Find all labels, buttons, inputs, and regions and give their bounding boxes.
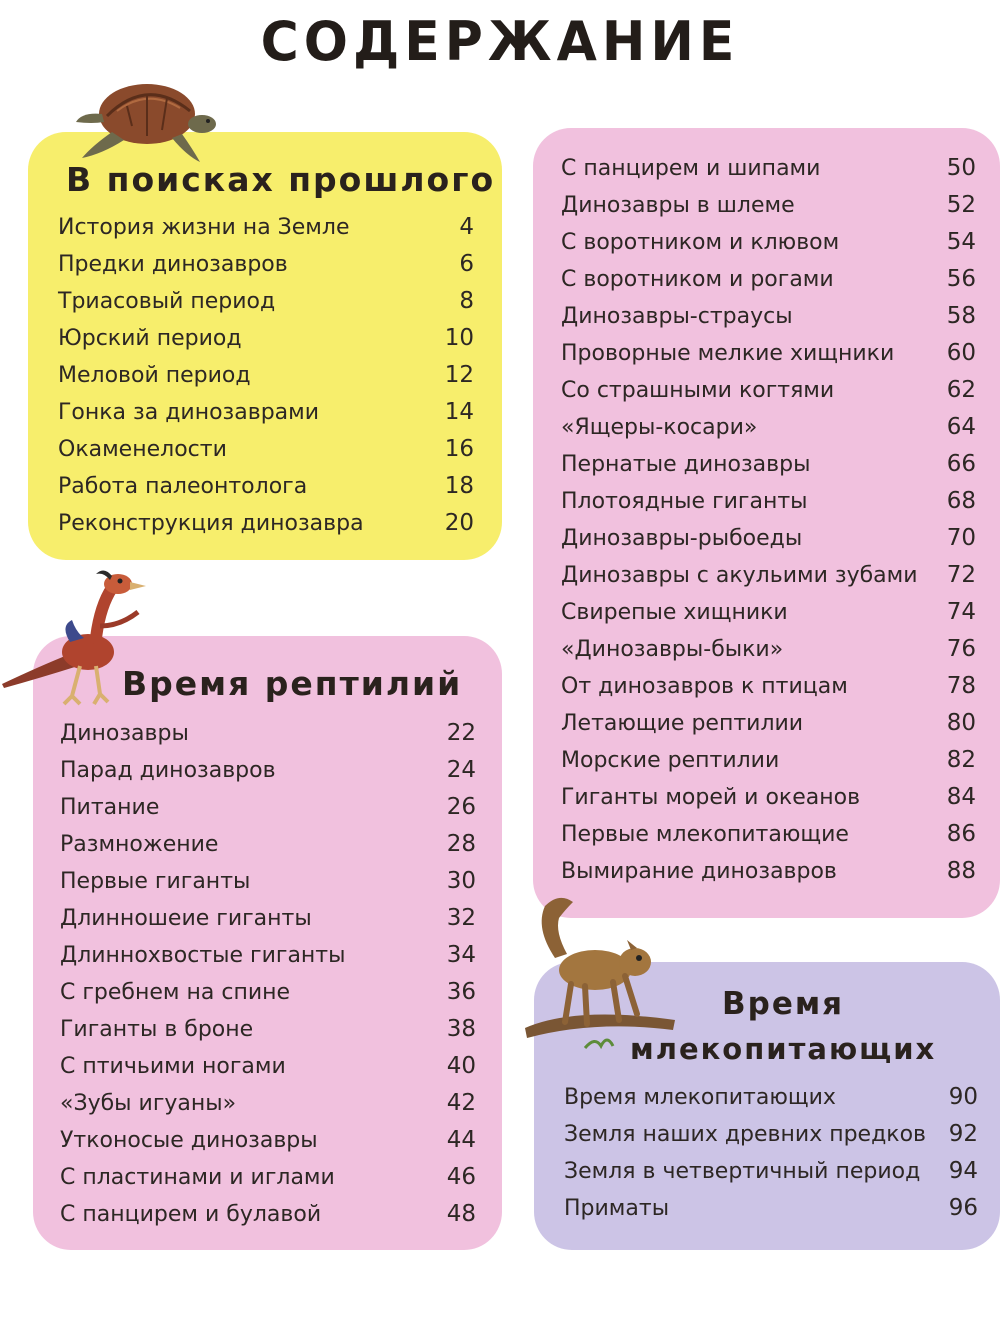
toc-entry-title: Динозавры-страусы xyxy=(561,304,793,329)
toc-entry[interactable] xyxy=(561,749,976,772)
toc-entry-title: Свирепые хищники xyxy=(561,600,788,625)
toc-entry-title: Земля наших древних предков xyxy=(564,1122,927,1147)
toc-entry-title: Юрский период xyxy=(58,326,242,351)
toc-entry-page-number: 26 xyxy=(446,794,476,820)
toc-entry[interactable] xyxy=(60,870,476,893)
toc-entry-page-number: 6 xyxy=(459,251,474,277)
toc-entry-title: «Ящеры-косари» xyxy=(561,415,758,440)
toc-entry[interactable] xyxy=(58,253,474,276)
toc-entry-title: Летающие рептилии xyxy=(561,711,804,736)
toc-entry-page-number: 96 xyxy=(948,1195,978,1221)
toc-entry-title: Гиганты в броне xyxy=(60,1017,254,1042)
toc-entry[interactable] xyxy=(561,342,976,365)
toc-entry[interactable] xyxy=(60,1166,476,1189)
toc-entry-title: Время млекопитающих xyxy=(564,1085,836,1110)
toc-entry-title: Земля в четвертичный период xyxy=(564,1159,921,1184)
toc-entry-page-number: 64 xyxy=(946,414,976,440)
toc-entry-title: От динозавров к птицам xyxy=(561,674,848,699)
toc-entry-page-number: 42 xyxy=(446,1090,476,1116)
toc-entry[interactable] xyxy=(561,786,976,809)
toc-entry-title: «Динозавры-быки» xyxy=(561,637,784,662)
toc-entry[interactable] xyxy=(60,907,476,930)
toc-entry-title: Питание xyxy=(60,795,160,820)
toc-entry-title: Динозавры xyxy=(60,721,189,746)
toc-entry-page-number: 30 xyxy=(446,868,476,894)
toc-entry[interactable] xyxy=(58,401,474,424)
toc-entry-title: Динозавры в шлеме xyxy=(561,193,795,218)
toc-entry-page-number: 82 xyxy=(946,747,976,773)
toc-entry-page-number: 62 xyxy=(946,377,976,403)
toc-entry[interactable] xyxy=(561,860,976,883)
toc-entry[interactable] xyxy=(60,722,476,745)
toc-entry[interactable] xyxy=(60,759,476,782)
toc-entry-title: С панцирем и булавой xyxy=(60,1202,322,1227)
toc-entry-page-number: 12 xyxy=(444,362,474,388)
toc-entry[interactable] xyxy=(58,290,474,313)
toc-entry-page-number: 88 xyxy=(946,858,976,884)
toc-entry-page-number: 60 xyxy=(946,340,976,366)
toc-entry-page-number: 16 xyxy=(444,436,474,462)
toc-entry-page-number: 92 xyxy=(948,1121,978,1147)
toc-entry-page-number: 36 xyxy=(446,979,476,1005)
toc-entry[interactable] xyxy=(561,379,976,402)
toc-entry[interactable] xyxy=(60,833,476,856)
toc-entry-title: Пернатые динозавры xyxy=(561,452,811,477)
toc-entry-page-number: 44 xyxy=(446,1127,476,1153)
toc-entry-title: Со страшными когтями xyxy=(561,378,835,403)
toc-entry[interactable] xyxy=(58,327,474,350)
toc-entry[interactable] xyxy=(564,1123,978,1146)
toc-entry-page-number: 46 xyxy=(446,1164,476,1190)
toc-entry-title: Первые гиганты xyxy=(60,869,251,894)
toc-entry[interactable] xyxy=(561,823,976,846)
toc-entry-title: Размножение xyxy=(60,832,219,857)
toc-entry-page-number: 34 xyxy=(446,942,476,968)
toc-entry-title: Предки динозавров xyxy=(58,252,288,277)
toc-entry-page-number: 70 xyxy=(946,525,976,551)
toc-entry-page-number: 84 xyxy=(946,784,976,810)
toc-entry[interactable] xyxy=(561,157,976,180)
toc-entry[interactable] xyxy=(60,1129,476,1152)
toc-entry-page-number: 4 xyxy=(459,214,474,240)
toc-entry-title: История жизни на Земле xyxy=(58,215,350,240)
toc-entry-page-number: 56 xyxy=(946,266,976,292)
toc-entry[interactable] xyxy=(58,364,474,387)
toc-entry[interactable] xyxy=(58,512,474,535)
toc-entry-title: С воротником и клювом xyxy=(561,230,840,255)
toc-entry-page-number: 10 xyxy=(444,325,474,351)
toc-entry-title: С панцирем и шипами xyxy=(561,156,821,181)
toc-entry[interactable] xyxy=(561,527,976,550)
toc-entry-page-number: 50 xyxy=(946,155,976,181)
toc-entry-page-number: 58 xyxy=(946,303,976,329)
toc-entry-page-number: 90 xyxy=(948,1084,978,1110)
toc-entry-page-number: 28 xyxy=(446,831,476,857)
toc-entry-title: С гребнем на спине xyxy=(60,980,291,1005)
toc-entry-title: Окаменелости xyxy=(58,437,227,462)
toc-entry-title: Меловой период xyxy=(58,363,251,388)
toc-entry[interactable] xyxy=(561,490,976,513)
toc-entry[interactable] xyxy=(561,601,976,624)
toc-entry-page-number: 86 xyxy=(946,821,976,847)
toc-entry-title: Динозавры с акульими зубами xyxy=(561,563,918,588)
toc-entry[interactable] xyxy=(561,194,976,217)
toc-entry[interactable] xyxy=(58,475,474,498)
section-title-mammals-line2: млекопитающих xyxy=(630,1032,937,1066)
toc-entry-title: «Зубы игуаны» xyxy=(60,1091,237,1116)
toc-entry[interactable] xyxy=(561,453,976,476)
section-title-past: В поисках прошлого xyxy=(66,160,496,199)
toc-entry-page-number: 66 xyxy=(946,451,976,477)
toc-entry[interactable] xyxy=(564,1086,978,1109)
toc-entry[interactable] xyxy=(58,438,474,461)
toc-entry[interactable] xyxy=(564,1160,978,1183)
section-title-reptiles: Время рептилий xyxy=(122,664,463,703)
toc-entry[interactable] xyxy=(561,305,976,328)
toc-entry[interactable] xyxy=(561,416,976,439)
toc-entry-page-number: 76 xyxy=(946,636,976,662)
toc-entry-title: Триасовый период xyxy=(58,289,276,314)
toc-entry-page-number: 94 xyxy=(948,1158,978,1184)
toc-entry-page-number: 78 xyxy=(946,673,976,699)
toc-entry[interactable] xyxy=(564,1197,978,1220)
toc-entry-page-number: 80 xyxy=(946,710,976,736)
toc-entry-page-number: 20 xyxy=(444,510,474,536)
toc-entry-title: Работа палеонтолога xyxy=(58,474,308,499)
toc-entry-title: С воротником и рогами xyxy=(561,267,834,292)
toc-entry-page-number: 72 xyxy=(946,562,976,588)
toc-entry-title: С пластинами и иглами xyxy=(60,1165,335,1190)
toc-entry-title: Приматы xyxy=(564,1196,670,1221)
toc-entry[interactable] xyxy=(561,564,976,587)
toc-entry[interactable] xyxy=(60,1092,476,1115)
toc-entry-title: Проворные мелкие хищники xyxy=(561,341,895,366)
toc-entry[interactable] xyxy=(60,1018,476,1041)
toc-entry-title: Гиганты морей и океанов xyxy=(561,785,861,810)
toc-entry[interactable] xyxy=(561,231,976,254)
toc-entry-page-number: 68 xyxy=(946,488,976,514)
toc-entry[interactable] xyxy=(60,981,476,1004)
toc-entry-title: Парад динозавров xyxy=(60,758,276,783)
page-title: СОДЕРЖАНИЕ xyxy=(260,10,740,74)
toc-entry[interactable] xyxy=(60,1055,476,1078)
toc-entry-page-number: 52 xyxy=(946,192,976,218)
toc-entry[interactable] xyxy=(58,216,474,239)
toc-entry-page-number: 14 xyxy=(444,399,474,425)
toc-entry[interactable] xyxy=(561,712,976,735)
toc-entry-page-number: 18 xyxy=(444,473,474,499)
toc-entry-page-number: 32 xyxy=(446,905,476,931)
section-title-mammals-line1: Время xyxy=(722,986,845,1022)
toc-entry-title: С птичьими ногами xyxy=(60,1054,286,1079)
toc-entry-page-number: 38 xyxy=(446,1016,476,1042)
toc-entry-title: Гонка за динозаврами xyxy=(58,400,320,425)
toc-entry-page-number: 74 xyxy=(946,599,976,625)
toc-entry-page-number: 40 xyxy=(446,1053,476,1079)
toc-entry-title: Плотоядные гиганты xyxy=(561,489,808,514)
toc-entry-title: Реконструкция динозавра xyxy=(58,511,364,536)
toc-entry-title: Вымирание динозавров xyxy=(561,859,837,884)
toc-entry-title: Утконосые динозавры xyxy=(60,1128,318,1153)
toc-entry-title: Первые млекопитающие xyxy=(561,822,849,847)
toc-entry[interactable] xyxy=(60,944,476,967)
toc-entry-title: Морские рептилии xyxy=(561,748,780,773)
toc-entry[interactable] xyxy=(60,796,476,819)
toc-entry-page-number: 22 xyxy=(446,720,476,746)
toc-entry[interactable] xyxy=(561,268,976,291)
turtle-icon xyxy=(72,66,222,166)
toc-entry-title: Длиннохвостые гиганты xyxy=(60,943,346,968)
toc-entry[interactable] xyxy=(60,1203,476,1226)
toc-entry-page-number: 48 xyxy=(446,1201,476,1227)
toc-entry-title: Длинношеие гиганты xyxy=(60,906,312,931)
toc-entry-title: Динозавры-рыбоеды xyxy=(561,526,803,551)
toc-entry-page-number: 24 xyxy=(446,757,476,783)
toc-entry[interactable] xyxy=(561,675,976,698)
toc-entry[interactable] xyxy=(561,638,976,661)
toc-entry-page-number: 8 xyxy=(459,288,474,314)
toc-entry-page-number: 54 xyxy=(946,229,976,255)
